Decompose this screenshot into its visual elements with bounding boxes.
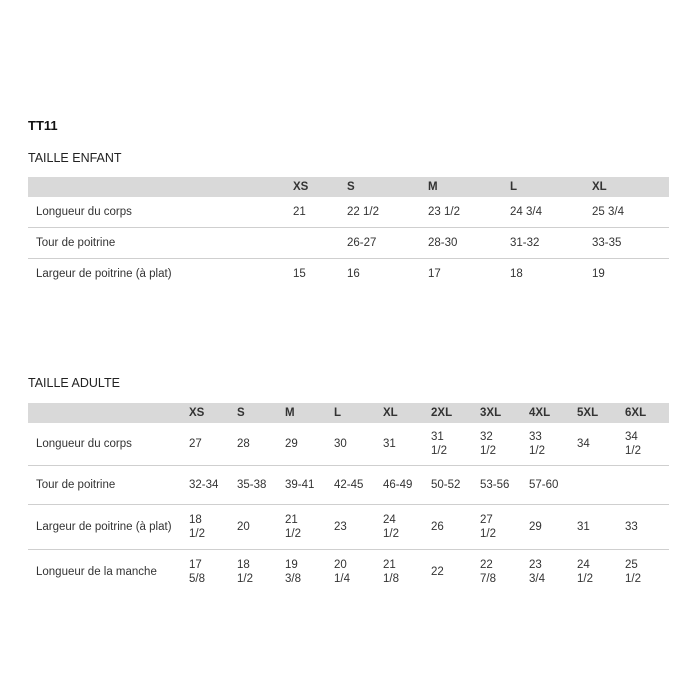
size-header: XS: [189, 407, 205, 419]
size-header: M: [428, 181, 438, 193]
table-cell: 19: [592, 268, 605, 280]
table-cell: 26: [431, 505, 480, 550]
size-table-adulte: [28, 403, 669, 594]
table-cell: 23: [334, 505, 383, 550]
table-cell: 18: [510, 268, 523, 280]
row-label: Largeur de poitrine (à plat): [36, 268, 172, 280]
table-cell: 34 1/2: [625, 423, 669, 466]
size-header: XL: [383, 407, 398, 419]
row-label: Tour de poitrine: [28, 228, 293, 259]
size-header: XS: [293, 181, 309, 193]
table-cell: 22 1/2: [347, 197, 428, 228]
table-cell: 25 3/4: [592, 197, 669, 228]
table-cell: 27: [189, 423, 237, 466]
table-cell: 34: [577, 423, 625, 466]
size-table-enfant: [28, 177, 669, 289]
table-cell: 31 1/2: [431, 423, 480, 466]
table-cell: 18 1/2: [237, 559, 253, 585]
table-cell: 17: [428, 268, 441, 280]
table-cell: [293, 228, 347, 259]
table-cell: 27 1/2: [480, 505, 529, 550]
table-cell: 28-30: [428, 228, 510, 259]
table-row: [28, 466, 669, 505]
table-cell: 20: [237, 505, 285, 550]
table-cell: 28: [237, 423, 285, 466]
table-cell: 24 1/2: [577, 559, 593, 585]
table-cell: 31: [577, 505, 625, 550]
table-cell: 29: [529, 505, 577, 550]
table-cell: 33-35: [592, 228, 669, 259]
table-row: [28, 505, 669, 550]
table-cell: 39-41: [285, 466, 334, 505]
table-cell: 31-32: [510, 228, 592, 259]
table-cell: 21 1/2: [285, 505, 334, 550]
table-cell: 35-38: [237, 466, 285, 505]
row-label: Longueur de la manche: [36, 566, 157, 578]
size-header: L: [334, 407, 342, 419]
table-row: [28, 423, 669, 466]
table-cell: 25 1/2: [625, 559, 641, 585]
size-header: S: [347, 181, 355, 193]
table-cell: 50-52: [431, 466, 480, 505]
section-heading-enfant: TAILLE ENFANT: [28, 151, 122, 165]
table-cell: 32 1/2: [480, 423, 529, 466]
table-row: [28, 197, 669, 228]
table-cell: 24 1/2: [383, 505, 431, 550]
size-header: 6XL: [625, 407, 647, 419]
size-header: S: [237, 407, 245, 419]
table-cell: 22: [431, 566, 444, 578]
size-header: L: [510, 181, 518, 193]
table-cell: 33 1/2: [529, 423, 577, 466]
table-header-row: [28, 403, 669, 423]
row-label: Tour de poitrine: [28, 466, 189, 505]
table-header-row: [28, 177, 669, 197]
table-cell: 21 1/8: [383, 559, 399, 585]
size-header: 5XL: [577, 407, 599, 419]
size-header: M: [285, 407, 295, 419]
row-label: Longueur du corps: [28, 197, 293, 228]
table-cell: 15: [293, 268, 306, 280]
chart-title: TT11: [28, 118, 58, 133]
table-row: [28, 228, 669, 259]
table-cell: 33: [625, 505, 669, 550]
table-cell: 42-45: [334, 466, 383, 505]
table-cell: [577, 466, 625, 505]
section-heading-adulte: TAILLE ADULTE: [28, 376, 120, 390]
table-cell: 30: [334, 423, 383, 466]
row-label: Longueur du corps: [28, 423, 189, 466]
table-cell: 24 3/4: [510, 197, 592, 228]
table-row: [28, 550, 669, 595]
header-label-cell: [28, 403, 189, 423]
table-cell: 16: [347, 268, 360, 280]
header-label-cell: [28, 177, 293, 197]
table-cell: 32-34: [189, 466, 237, 505]
table-cell: 53-56: [480, 466, 529, 505]
table-cell: 19 3/8: [285, 559, 301, 585]
size-header: XL: [592, 181, 607, 193]
table-cell: 20 1/4: [334, 559, 350, 585]
size-header: 3XL: [480, 407, 502, 419]
table-cell: [625, 466, 669, 505]
size-header: 4XL: [529, 407, 551, 419]
table-cell: 31: [383, 423, 431, 466]
table-cell: 17 5/8: [189, 559, 205, 585]
table-cell: 22 7/8: [480, 559, 496, 585]
table-cell: 26-27: [347, 228, 428, 259]
table-cell: 23 3/4: [529, 559, 545, 585]
table-cell: 57-60: [529, 466, 577, 505]
row-label: Largeur de poitrine (à plat): [28, 505, 189, 550]
table-cell: 21: [293, 197, 347, 228]
table-cell: 23 1/2: [428, 197, 510, 228]
size-header: 2XL: [431, 407, 453, 419]
table-cell: 18 1/2: [189, 505, 237, 550]
table-cell: 29: [285, 423, 334, 466]
table-cell: 46-49: [383, 466, 431, 505]
table-row: [28, 259, 669, 290]
